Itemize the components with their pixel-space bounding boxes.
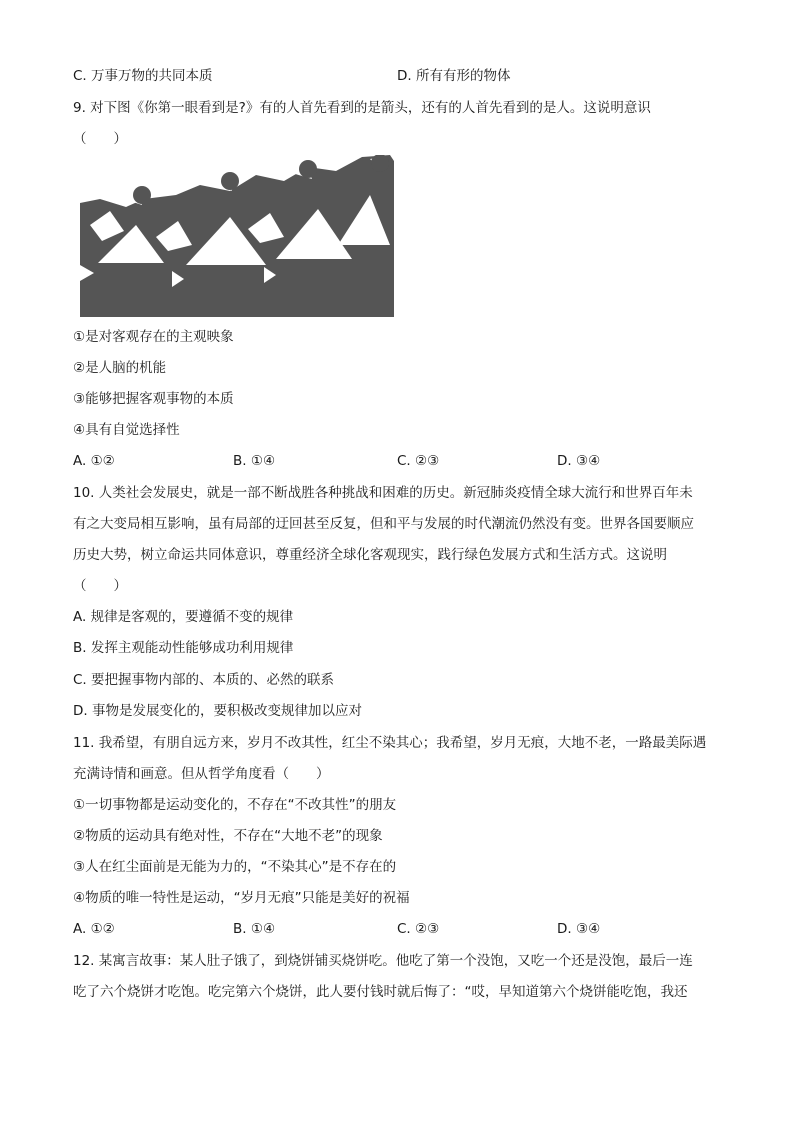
q9-choice-c: C. ②③ xyxy=(397,453,440,469)
q12-stem-line-1: 12. 某寓言故事：某人肚子饿了，到烧饼铺买烧饼吃。他吃了第一个没饱，又吃一个还是没饱，最后一连 xyxy=(73,953,693,969)
q11-choice-a: A. ①② xyxy=(73,921,115,937)
q10-stem-line-1: 10. 人类社会发展史，就是一部不断战胜各种挑战和困难的历史。新冠肺炎疫情全球大流行和世界百年未 xyxy=(73,485,693,501)
q9-choice-b: B. ①④ xyxy=(233,453,276,469)
q11-choice-b: B. ①④ xyxy=(233,921,276,937)
q8-option-c: C. 万事万物的共同本质 xyxy=(73,68,213,84)
q9-item-4: ④具有自觉选择性 xyxy=(73,422,180,438)
q9-choice-a: A. ①② xyxy=(73,453,115,469)
q10-option-a: A. 规律是客观的，要遵循不变的规律 xyxy=(73,609,294,625)
q10-option-b: B. 发挥主观能动性能够成功利用规律 xyxy=(73,640,294,656)
q9-item-1: ①是对客观存在的主观映象 xyxy=(73,329,234,345)
q12-stem-line-2: 吃了六个烧饼才吃饱。吃完第六个烧饼，此人要付钱时就后悔了：“哎，早知道第六个烧饼能吃饱，我还 xyxy=(73,984,688,1000)
q11-item-1: ①一切事物都是运动变化的，不存在“不改其性”的朋友 xyxy=(73,797,397,813)
q11-choice-c: C. ②③ xyxy=(397,921,440,937)
q10-option-c: C. 要把握事物内部的、本质的、必然的联系 xyxy=(73,672,335,688)
q10-option-d: D. 事物是发展变化的，要积极改变规律加以应对 xyxy=(73,703,362,719)
q11-item-2: ②物质的运动具有绝对性，不存在“大地不老”的现象 xyxy=(73,828,383,844)
q9-item-2: ②是人脑的机能 xyxy=(73,360,167,376)
q11-stem-line-2: 充满诗情和画意。但从哲学角度看（ ） xyxy=(73,766,330,782)
q10-paren: （ ） xyxy=(73,578,127,594)
q11-item-3: ③人在红尘面前是无能为力的，“不染其心”是不存在的 xyxy=(73,859,397,875)
q11-item-4: ④物质的唯一特性是运动，“岁月无痕”只能是美好的祝福 xyxy=(73,890,410,906)
q11-choice-d: D. ③④ xyxy=(557,921,601,937)
arrows-people-illusion-figure xyxy=(80,155,396,317)
q8-option-d: D. 所有有形的物体 xyxy=(397,68,511,84)
q11-stem-line-1: 11. 我希望，有朋自远方来，岁月不改其性，红尘不染其心；我希望，岁月无痕，大地不老，一路最美际遇 xyxy=(73,735,707,751)
q10-stem-line-2: 有之大变局相互影响，虽有局部的迂回甚至反复，但和平与发展的时代潮流仍然没有变。世界各国要顺应 xyxy=(73,516,694,532)
q10-stem-line-3: 历史大势，树立命运共同体意识，尊重经济全球化客观现实，践行绿色发展方式和生活方式。这说明 xyxy=(73,547,667,563)
q9-paren: （ ） xyxy=(73,131,127,147)
q9-item-3: ③能够把握客观事物的本质 xyxy=(73,391,234,407)
q9-choice-d: D. ③④ xyxy=(557,453,601,469)
q9-stem: 9. 对下图《你第一眼看到是?》有的人首先看到的是箭头，还有的人首先看到的是人。这说明意识 xyxy=(73,100,651,116)
